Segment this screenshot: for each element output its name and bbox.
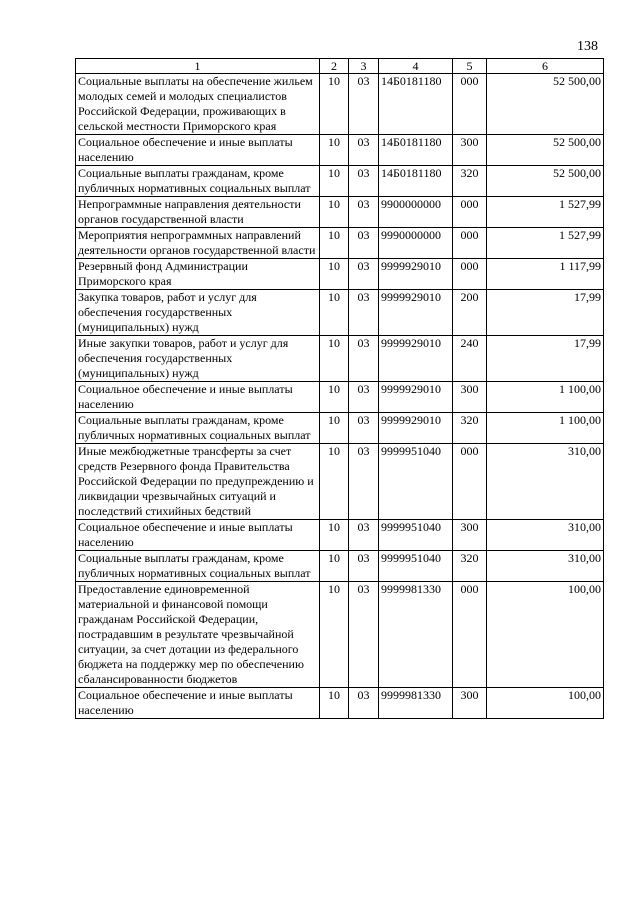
row-section: 10: [320, 336, 349, 382]
row-expense-type: 320: [453, 166, 487, 197]
row-section: 10: [320, 444, 349, 520]
row-amount: 100,00: [487, 582, 604, 688]
row-target-code: 14Б0181180: [379, 135, 453, 166]
row-target-code: 9999981330: [379, 582, 453, 688]
row-subsection: 03: [349, 336, 379, 382]
row-subsection: 03: [349, 382, 379, 413]
row-name: Социальные выплаты гражданам, кроме публичных нормативных социальных выплат: [76, 413, 320, 444]
row-name: Иные межбюджетные трансферты за счет средств Резервного фонда Правительства Российской Федерации по предупреждению и ликвидации чрезвычайных ситуаций и последствий стихийных бедствий: [76, 444, 320, 520]
row-expense-type: 240: [453, 336, 487, 382]
row-subsection: 03: [349, 74, 379, 135]
row-section: 10: [320, 74, 349, 135]
header-cell-2: 2: [320, 59, 349, 74]
row-amount: 310,00: [487, 444, 604, 520]
row-target-code: 14Б0181180: [379, 166, 453, 197]
table-row: [76, 166, 604, 197]
budget-table: [75, 58, 604, 719]
row-amount: 52 500,00: [487, 135, 604, 166]
row-name: Непрограммные направления деятельности органов государственной власти: [76, 197, 320, 228]
row-amount: 310,00: [487, 551, 604, 582]
table-row: [76, 382, 604, 413]
row-expense-type: 000: [453, 228, 487, 259]
header-cell-4: 4: [379, 59, 453, 74]
row-name: Социальные выплаты гражданам, кроме публичных нормативных социальных выплат: [76, 551, 320, 582]
row-section: 10: [320, 688, 349, 719]
row-section: 10: [320, 582, 349, 688]
row-amount: 1 100,00: [487, 413, 604, 444]
table-row: [76, 551, 604, 582]
row-name: Закупка товаров, работ и услуг для обеспечения государственных (муниципальных) нужд: [76, 290, 320, 336]
row-expense-type: 320: [453, 413, 487, 444]
row-section: 10: [320, 413, 349, 444]
row-target-code: 9990000000: [379, 228, 453, 259]
row-name: Социальное обеспечение и иные выплаты населению: [76, 520, 320, 551]
row-target-code: 9999929010: [379, 336, 453, 382]
row-section: 10: [320, 290, 349, 336]
row-subsection: 03: [349, 444, 379, 520]
row-name: Мероприятия непрограммных направлений деятельности органов государственной власти: [76, 228, 320, 259]
row-section: 10: [320, 166, 349, 197]
row-name: Социальное обеспечение и иные выплаты населению: [76, 382, 320, 413]
table-body: [76, 74, 604, 719]
table-row: [76, 336, 604, 382]
row-amount: 52 500,00: [487, 166, 604, 197]
row-name: Иные закупки товаров, работ и услуг для обеспечения государственных (муниципальных) нужд: [76, 336, 320, 382]
row-amount: 1 100,00: [487, 382, 604, 413]
table-row: [76, 444, 604, 520]
row-target-code: 9999951040: [379, 551, 453, 582]
row-section: 10: [320, 259, 349, 290]
row-target-code: 9900000000: [379, 197, 453, 228]
row-target-code: 9999951040: [379, 444, 453, 520]
row-target-code: 9999929010: [379, 413, 453, 444]
row-subsection: 03: [349, 259, 379, 290]
row-name: Социальные выплаты гражданам, кроме публичных нормативных социальных выплат: [76, 166, 320, 197]
row-subsection: 03: [349, 688, 379, 719]
header-cell-5: 5: [453, 59, 487, 74]
row-amount: 1 117,99: [487, 259, 604, 290]
table-row: [76, 520, 604, 551]
row-target-code: 9999981330: [379, 688, 453, 719]
row-expense-type: 300: [453, 520, 487, 551]
row-target-code: 9999929010: [379, 382, 453, 413]
row-amount: 17,99: [487, 336, 604, 382]
header-cell-1: 1: [76, 59, 320, 74]
row-subsection: 03: [349, 135, 379, 166]
header-cell-3: 3: [349, 59, 379, 74]
row-amount: 17,99: [487, 290, 604, 336]
row-expense-type: 200: [453, 290, 487, 336]
row-expense-type: 320: [453, 551, 487, 582]
row-name: Социальные выплаты на обеспечение жильем молодых семей и молодых специалистов Российской Федерации, проживающих в сельской местности Приморского края: [76, 74, 320, 135]
row-expense-type: 000: [453, 197, 487, 228]
header-row: [76, 59, 604, 74]
row-expense-type: 000: [453, 582, 487, 688]
row-subsection: 03: [349, 228, 379, 259]
row-name: Резервный фонд Администрации Приморского края: [76, 259, 320, 290]
row-expense-type: 000: [453, 259, 487, 290]
row-name: Социальное обеспечение и иные выплаты населению: [76, 135, 320, 166]
row-amount: 310,00: [487, 520, 604, 551]
row-target-code: 9999929010: [379, 259, 453, 290]
row-section: 10: [320, 228, 349, 259]
row-expense-type: 300: [453, 688, 487, 719]
page-number: 138: [577, 39, 598, 54]
row-section: 10: [320, 520, 349, 551]
table-row: [76, 582, 604, 688]
row-section: 10: [320, 135, 349, 166]
row-subsection: 03: [349, 166, 379, 197]
row-section: 10: [320, 197, 349, 228]
table-row: [76, 197, 604, 228]
row-section: 10: [320, 382, 349, 413]
row-target-code: 9999951040: [379, 520, 453, 551]
row-expense-type: 300: [453, 135, 487, 166]
table-row: [76, 290, 604, 336]
row-subsection: 03: [349, 197, 379, 228]
table-row: [76, 135, 604, 166]
row-section: 10: [320, 551, 349, 582]
table-row: [76, 413, 604, 444]
row-subsection: 03: [349, 551, 379, 582]
table-row: [76, 228, 604, 259]
row-subsection: 03: [349, 582, 379, 688]
row-name: Социальное обеспечение и иные выплаты населению: [76, 688, 320, 719]
row-target-code: 9999929010: [379, 290, 453, 336]
table-row: [76, 259, 604, 290]
row-expense-type: 000: [453, 74, 487, 135]
row-subsection: 03: [349, 290, 379, 336]
row-expense-type: 000: [453, 444, 487, 520]
row-target-code: 14Б0181180: [379, 74, 453, 135]
header-cell-6: 6: [487, 59, 604, 74]
row-amount: 1 527,99: [487, 197, 604, 228]
row-amount: 1 527,99: [487, 228, 604, 259]
row-subsection: 03: [349, 413, 379, 444]
row-expense-type: 300: [453, 382, 487, 413]
row-subsection: 03: [349, 520, 379, 551]
row-amount: 52 500,00: [487, 74, 604, 135]
table-row: [76, 74, 604, 135]
row-name: Предоставление единовременной материальной и финансовой помощи гражданам Российской Федерации, пострадавшим в результате чрезвычайной ситуации, за счет дотации из федерального бюджета на поддержку мер по обеспечению сбалансированности бюджетов: [76, 582, 320, 688]
table-row: [76, 688, 604, 719]
row-amount: 100,00: [487, 688, 604, 719]
